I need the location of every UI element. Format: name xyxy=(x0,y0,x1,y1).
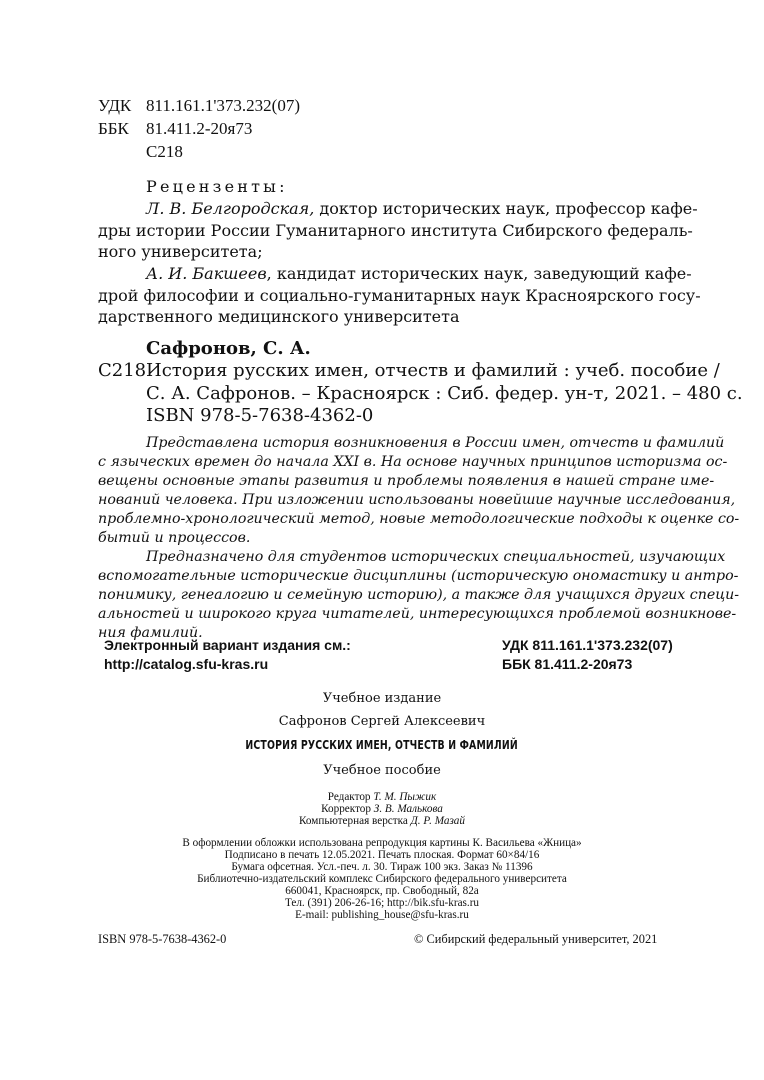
corrector-line xyxy=(0,803,764,815)
annotation-p2-line: ния фамилий. xyxy=(98,625,203,641)
record-isbn: ISBN 978-5-7638-4362-0 xyxy=(146,405,374,426)
reviewer-1-line-1 xyxy=(146,199,698,218)
address-note: 660041, Красноярск, пр. Свободный, 82а xyxy=(285,885,479,897)
author-full-name: Сафронов Сергей Алексеевич xyxy=(278,714,486,729)
reviewer-1-line-2: дры истории России Гуманитарного института Сибирского федераль- xyxy=(98,221,693,240)
corrector-label: Корректор xyxy=(321,803,374,815)
record-line-1: История русских имен, отчеств и фамилий : учеб. пособие / xyxy=(146,360,720,381)
annotation-p2-line: альностей и широкого круга читателей, интересующихся проблемой возникнове- xyxy=(98,606,737,622)
footer-isbn: ISBN 978-5-7638-4362-0 xyxy=(98,932,227,946)
online-bbk: ББК 81.411.2-20я73 xyxy=(502,656,633,672)
annotation-p1-line: проблемно-хронологический метод, новые методологические подходы к оценке со- xyxy=(98,511,740,527)
book-title-wrap xyxy=(0,738,764,752)
annotation-p1-line: нований человека. При изложении использованы новейшие научные исследования, xyxy=(98,492,736,508)
book-title: ИСТОРИЯ РУССКИХ ИМЕН, ОТЧЕСТВ И ФАМИЛИЙ xyxy=(245,738,519,752)
bbk-label: ББК xyxy=(98,119,129,138)
editor-name: Т. М. Пыжик xyxy=(373,791,437,803)
corrector-name: З. В. Малькова xyxy=(373,803,443,815)
layout-label: Компьютерная верстка xyxy=(299,815,411,827)
online-label: Электронный вариант издания см.: xyxy=(104,637,351,653)
record-author: Сафронов, С. А. xyxy=(146,338,311,359)
udk-value: 811.161.1'373.232(07) xyxy=(146,96,301,115)
annotation-p1-line: Представлена история возникновения в России имен, отчеств и фамилий xyxy=(146,435,725,451)
reviewer-2-name: А. И. Бакшеев xyxy=(146,264,267,283)
reviewer-1-name: Л. В. Белгородская, xyxy=(146,199,315,218)
publisher-note: Библиотечно-издательский комплекс Сибирского федерального университета xyxy=(197,873,567,885)
online-udk: УДК 811.161.1'373.232(07) xyxy=(502,637,673,653)
layout-name: Д. Р. Мазай xyxy=(410,815,465,827)
annotation-p2-line: вспомогательные исторические дисциплины (историческую ономастику и антро- xyxy=(98,568,739,584)
reviewer-2-line-2: дрой философии и социально-гуманитарных наук Красноярского госу- xyxy=(98,286,701,305)
annotation-p1-line: вещены основные этапы развития и проблемы появления в нашей стране име- xyxy=(98,473,715,489)
book-type: Учебное пособие xyxy=(323,763,441,778)
editor-label: Редактор xyxy=(327,791,374,803)
annotation-p2-line: Предназначено для студентов исторических специальностей, изучающих xyxy=(146,549,726,565)
cover-note: В оформлении обложки использована репродукция картины К. Васильева «Жница» xyxy=(182,837,582,849)
udk-label: УДК xyxy=(98,96,132,115)
email-note: E-mail: publishing_house@sfu-kras.ru xyxy=(295,909,469,921)
annotation-p2-line: понимику, генеалогию и семейную историю), а также для учащихся других специ- xyxy=(98,587,740,603)
online-url[interactable]: http://catalog.sfu-kras.ru xyxy=(104,656,269,672)
record-line-2: С. А. Сафронов. – Красноярск : Сиб. федер. ун-т, 2021. – 480 с. xyxy=(146,383,743,404)
annotation-p1-line: бытий и процессов. xyxy=(98,530,251,546)
reviewer-2-line-3: дарственного медицинского университета xyxy=(98,307,460,326)
record-mark: С218 xyxy=(98,360,147,381)
footer-copyright: © Сибирский федеральный университет, 2021 xyxy=(414,932,658,946)
reviewer-1-desc: доктор исторических наук, профессор кафе- xyxy=(314,199,698,218)
reviewer-1-line-3: ного университета; xyxy=(98,242,263,261)
annotation-p1-line: с языческих времен до начала XXI в. На основе научных принципов историзма ос- xyxy=(98,454,728,470)
author-mark: С218 xyxy=(146,142,183,161)
reviewer-2-desc: , кандидат исторических наук, заведующий кафе- xyxy=(266,264,692,283)
signed-note: Подписано в печать 12.05.2021. Печать плоская. Формат 60×84/16 xyxy=(224,849,540,861)
bbk-value: 81.411.2-20я73 xyxy=(146,119,253,138)
phone-note: Тел. (391) 206-26-16; http://bik.sfu-kras.ru xyxy=(284,897,480,909)
reviewers-heading: Рецензенты: xyxy=(146,177,288,196)
paper-note: Бумага офсетная. Усл.-печ. л. 30. Тираж 100 экз. Заказ № 11396 xyxy=(231,861,533,873)
editor-line xyxy=(0,791,764,803)
layout-line xyxy=(0,815,764,827)
reviewer-2-line-1 xyxy=(146,264,692,283)
edition-type: Учебное издание xyxy=(322,691,442,706)
